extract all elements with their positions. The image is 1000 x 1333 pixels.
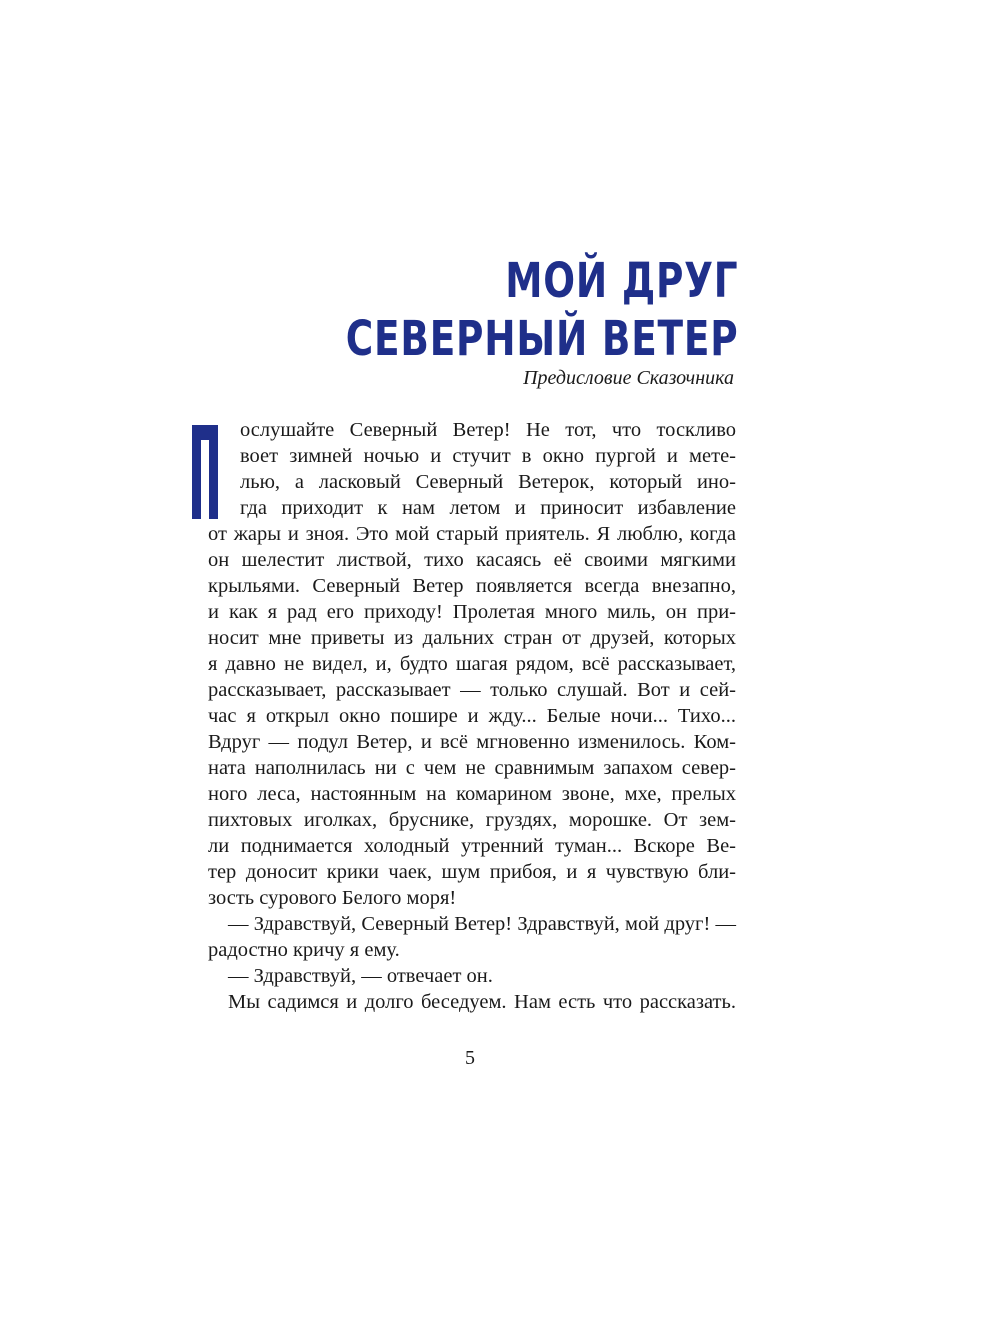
text-line: ослушайте Северный Ветер! Не тот, что тоскливо <box>240 419 736 441</box>
chapter-title <box>345 252 738 368</box>
text-line: — Здравствуй, — отвечает он. <box>228 965 493 987</box>
text-line: и как я рад его приходу! Пролетая много миль, он при- <box>208 601 736 623</box>
text-line: тер доносит крики чаек, шум прибоя, и я чувствую бли- <box>208 861 736 883</box>
text-line: лью, а ласковый Северный Ветерок, который ино- <box>240 471 736 493</box>
text-line: ли поднимается холодный утренний туман... Вскоре Ве- <box>208 835 736 857</box>
text-line: Вдруг — подул Ветер, и всё мгновенно изменилось. Ком- <box>208 731 736 753</box>
text-line: крыльями. Северный Ветер появляется всегда внезапно, <box>208 575 736 597</box>
text-line: Мы садимся и долго беседуем. Нам есть что рассказать. <box>228 991 736 1013</box>
text-line: радостно кричу я ему. <box>208 939 400 961</box>
text-line: ната наполнилась ни с чем не сравнимым запахом север- <box>208 757 736 779</box>
text-line: рассказывает, рассказывает — только слушай. Вот и сей- <box>208 679 736 701</box>
text-line: он шелестит листвой, тихо касаясь её своими мягкими <box>208 549 736 571</box>
text-line: час я открыл окно пошире и жду... Белые ночи... Тихо... <box>208 705 736 727</box>
page-number: 5 <box>465 1047 475 1069</box>
body-text <box>208 417 736 1015</box>
text-line: носит мне приветы из дальних стран от друзей, которых <box>208 627 736 649</box>
text-line: я давно не видел, и, будто шагая рядом, всё рассказывает, <box>208 653 736 675</box>
text-line: — Здравствуй, Северный Ветер! Здравствуй, мой друг! — <box>228 913 736 935</box>
text-line: гда приходит к нам летом и приносит избавление <box>240 497 736 519</box>
chapter-title-line-2: СЕВЕРНЫЙ ВЕТЕР <box>345 311 738 367</box>
text-line: воет зимней ночью и стучит в окно пургой и мете- <box>240 445 736 467</box>
text-line: пихтовых иголках, бруснике, груздях, морошке. От зем- <box>208 809 736 831</box>
chapter-title-line-1: МОЙ ДРУГ <box>504 253 738 309</box>
text-line: зость сурового Белого моря! <box>208 887 457 909</box>
chapter-subtitle: Предисловие Сказочника <box>523 367 734 389</box>
text-line: от жары и зноя. Это мой старый приятель. Я люблю, когда <box>208 523 736 545</box>
text-line: ного леса, настоянным на комарином звоне, мхе, прелых <box>208 783 736 805</box>
